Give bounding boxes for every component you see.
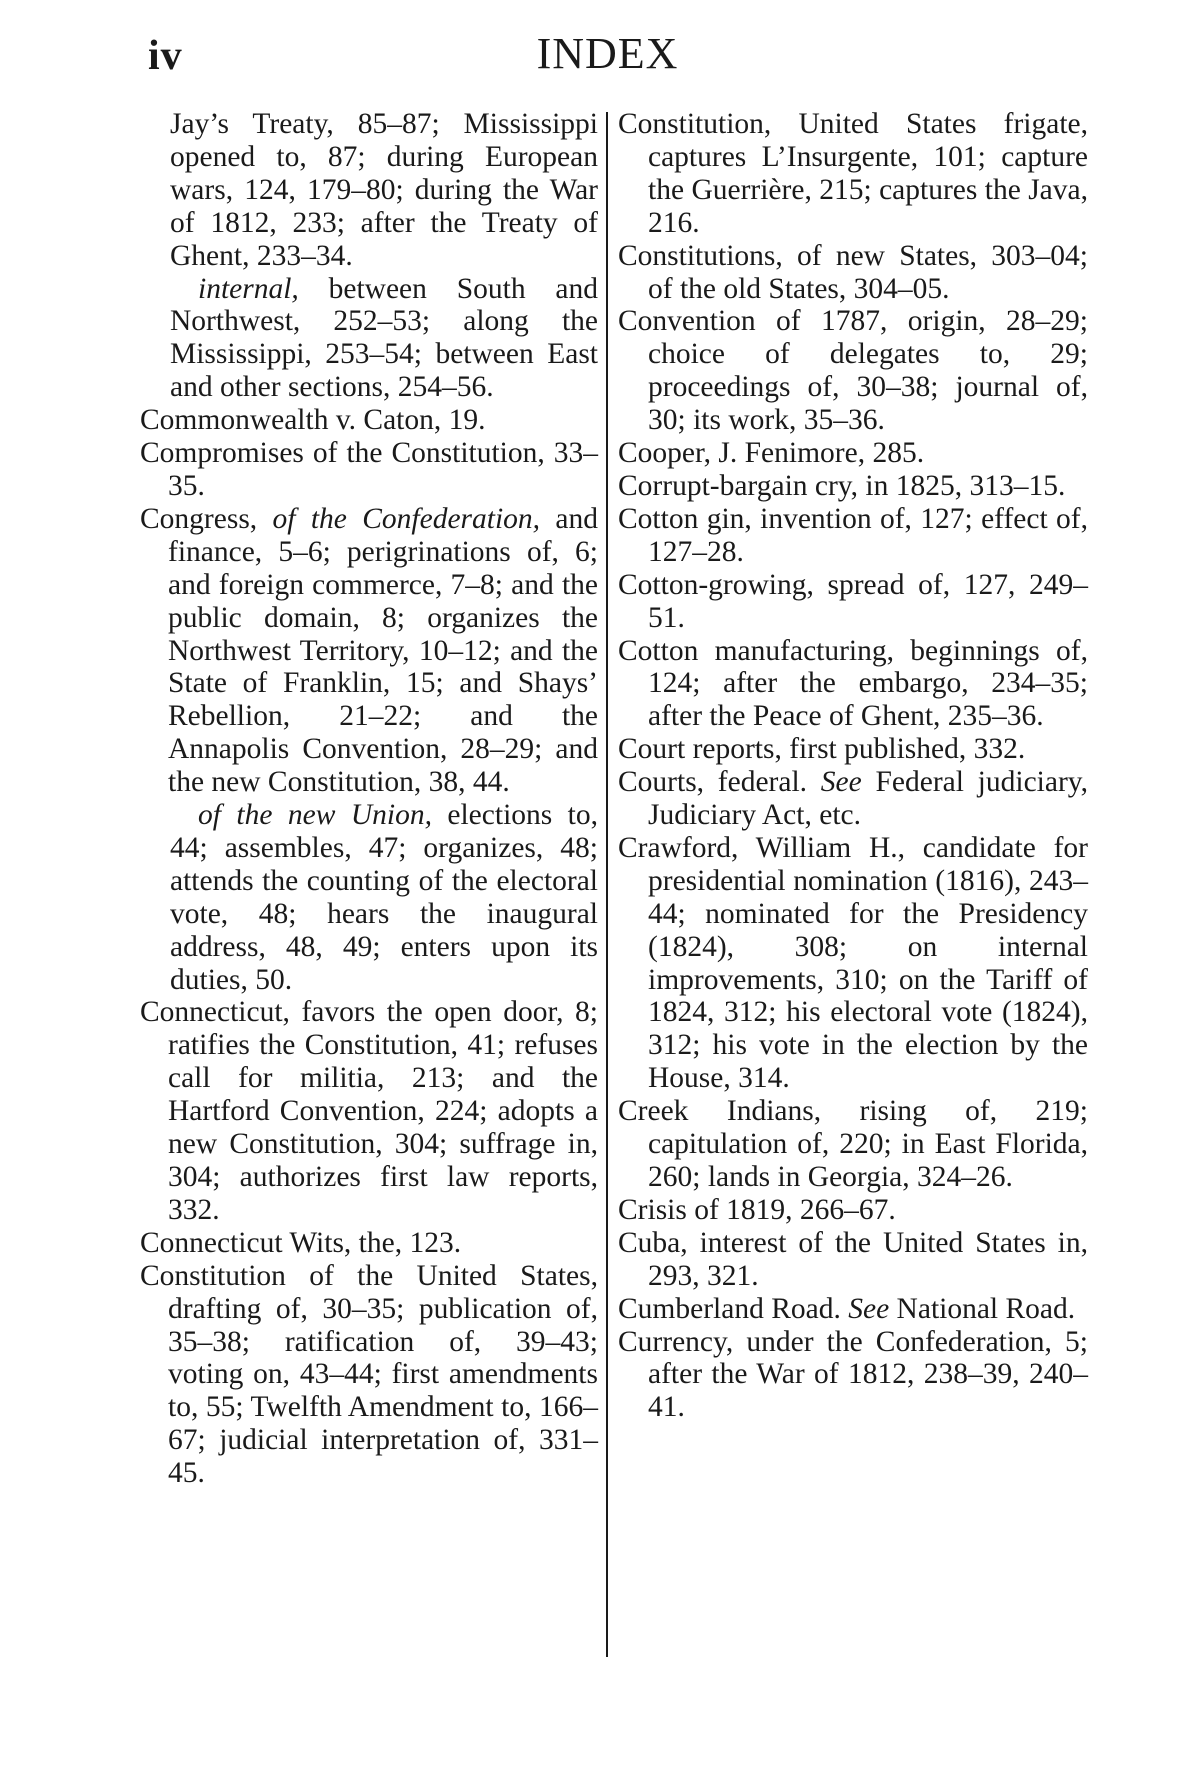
entry-text: Crisis of 1819, 266–67. — [618, 1193, 896, 1226]
index-entry — [140, 273, 598, 405]
entry-text: Cuba, interest of the United States in, 293, 321. — [618, 1226, 1088, 1292]
entry-heading: Courts, federal. — [618, 766, 821, 799]
index-entry — [618, 1227, 1088, 1293]
index-entry — [618, 569, 1088, 635]
entry-italic: See — [848, 1292, 890, 1325]
index-entry — [618, 108, 1088, 240]
index-entry — [112, 996, 598, 1226]
entry-heading: Cumberland Road. — [618, 1292, 849, 1325]
index-entry — [618, 832, 1088, 1095]
index-entry — [130, 437, 598, 503]
entry-text: Creek Indians, rising of, 219; capitulation of, 220; in East Florida, 260; lands in Georgia, 324–26. — [618, 1095, 1088, 1193]
index-entry — [618, 766, 1088, 832]
entry-text: Constitutions, of new States, 303–04; of the old States, 304–05. — [618, 239, 1088, 305]
index-entry — [130, 404, 598, 437]
entry-text: Federal judiciary, Judiciary Act, etc. — [648, 766, 1088, 832]
entry-text: Cooper, J. Fenimore, 285. — [618, 437, 925, 470]
index-entry — [618, 1326, 1088, 1425]
index-entry — [618, 503, 1088, 569]
entry-text: Cotton manufacturing, beginnings of, 124; after the embargo, 234–35; after the Peace of Ghent, 235–36. — [618, 634, 1088, 733]
index-entry — [618, 470, 1088, 503]
index-entry — [140, 799, 598, 996]
entry-text: Crawford, William H., candidate for presidential nomination (1816), 243–44; nominated for the Presidency (1824), 308; on internal improvements, 310; on the Tariff of 1824, 312; his electoral vote (1824), 312; his vote in the election by the House, 314. — [618, 831, 1088, 1095]
index-entry — [618, 240, 1088, 306]
index-entry — [618, 437, 1088, 470]
entry-text: Compromises of the Constitution, 33–35. — [140, 437, 598, 502]
index-entry — [140, 108, 598, 273]
entry-text: Corrupt-bargain cry, in 1825, 313–15. — [618, 469, 1066, 502]
entry-text: between South and Northwest, 252–53; along the Mississippi, 253–54; between East and other sections, 254–56. — [170, 272, 598, 404]
entry-text: Cotton-growing, spread of, 127, 249–51. — [618, 568, 1088, 634]
entry-text: Constitution, United States frigate, captures L’Insurgente, 101; capture the Guerrière, 215; captures the Java, 216. — [618, 108, 1088, 239]
index-column-left — [140, 108, 598, 1490]
entry-heading: Congress, — [140, 502, 273, 535]
entry-italic: of the Confederation, — [272, 502, 541, 535]
entry-text: Connecticut, favors the open door, 8; ratifies the Constitution, 41; refuses call for militia, 213; and the Hartford Convention, 224; adopts a new Constitution, 304; suffrage in, 304; authorizes first law reports, 332. — [140, 996, 598, 1226]
page-header — [0, 28, 1185, 88]
index-entry — [112, 1260, 598, 1490]
subentry-lead: internal, — [198, 272, 299, 305]
entry-text: Constitution of the United States, drafting of, 30–35; publication of, 35–38; ratification of, 39–43; voting on, 43–44; first amendments to, 55; Twelfth Amendment to, 166–67; judicial interpretation of, 331–45. — [140, 1259, 598, 1490]
entry-text: Court reports, first published, 332. — [618, 733, 1026, 766]
entry-text: Connecticut Wits, the, 123. — [140, 1226, 462, 1259]
column-divider — [606, 112, 608, 1657]
index-entry — [618, 733, 1088, 766]
index-entry — [618, 1095, 1088, 1194]
entry-text: Currency, under the Confederation, 5; after the War of 1812, 238–39, 240–41. — [618, 1325, 1088, 1424]
index-entry — [112, 1227, 598, 1260]
running-head-title: INDEX — [536, 29, 679, 78]
index-entry — [618, 1194, 1088, 1227]
entry-text: National Road. — [889, 1292, 1076, 1325]
entry-text: Commonwealth v. Caton, 19. — [140, 404, 486, 437]
entry-text: elections to, 44; assembles, 47; organizes, 48; attends the counting of the electoral vote, 48; hears the inaugural address, 48, 49; enters upon its duties, 50. — [170, 799, 598, 996]
entry-text: Jay’s Treaty, 85–87; Mississippi opened to, 87; during European wars, 124, 179–80; during the War of 1812, 233; after the Treaty of Ghent, 233–34. — [170, 108, 598, 272]
index-entry — [618, 1293, 1088, 1326]
entry-text: and finance, 5–6; perigrinations of, 6; and foreign commerce, 7–8; and the public domain, 8; organizes the Northwest Territory, 10–12; and the State of Franklin, 15; and Shays’ Rebellion, 21–22; and the Annapolis Convention, 28–29; and the new Constitution, 38, 44. — [168, 502, 599, 799]
index-entry — [618, 635, 1088, 734]
entry-italic: See — [820, 766, 862, 799]
entry-text: Cotton gin, invention of, 127; effect of, 127–28. — [618, 502, 1088, 568]
index-column-right — [618, 108, 1088, 1424]
entry-text: Convention of 1787, origin, 28–29; choice of delegates to, 29; proceedings of, 30–38; journal of, 30; its work, 35–36. — [618, 305, 1088, 437]
subentry-lead: of the new Union, — [198, 799, 432, 832]
page-number: iv — [148, 33, 183, 79]
index-entry — [130, 503, 598, 799]
index-entry — [618, 305, 1088, 437]
